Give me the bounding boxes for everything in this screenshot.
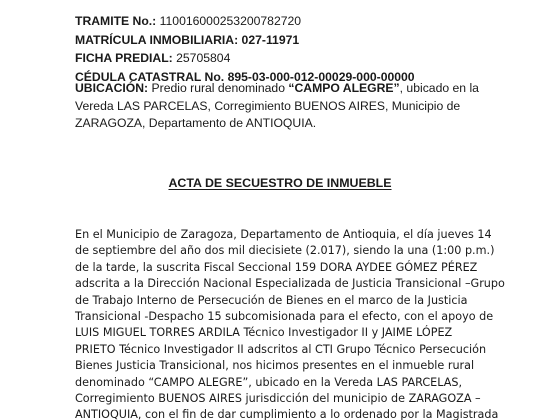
tramite-label: TRAMITE No.: bbox=[75, 14, 157, 28]
ubicacion-text-post: , ubicado en la bbox=[399, 81, 479, 95]
body-line: Bienes Justicia Transicional, nos hicimos presentes en el inmueble rural bbox=[75, 359, 475, 373]
ficha-value: 25705804 bbox=[176, 51, 231, 66]
ubicacion-line-3: ZARAGOZA, Departamento de ANTIOQUIA. bbox=[75, 116, 317, 131]
ubicacion-label: UBICACIÓN: bbox=[75, 81, 149, 95]
acta-title-text: ACTA DE SECUESTRO DE INMUEBLE bbox=[168, 176, 392, 190]
matricula-label: MATRÍCULA INMOBILIARIA: bbox=[75, 32, 239, 47]
cedula-label: CÉDULA CATASTRAL No. bbox=[75, 69, 225, 84]
body-line: de Trabajo Interno de Persecución de Bienes en el marco de la Justicia bbox=[75, 293, 468, 307]
body-line: adscrita a la Dirección Nacional Especializada de Justicia Transicional –Grupo bbox=[75, 277, 505, 291]
body-line: PRIETO Técnico Investigador II adscritos al CTI Grupo Técnico Persecución bbox=[75, 342, 487, 356]
body-line: denominado “CAMPO ALEGRE”, ubicado en la Vereda LAS PARCELAS, bbox=[75, 375, 463, 389]
body-text bbox=[75, 227, 545, 420]
ubicacion-line-1 bbox=[75, 80, 515, 98]
matricula-value: 027-11971 bbox=[241, 32, 300, 47]
cedula-value: 895-03-000-012-00029-000-00000 bbox=[227, 69, 415, 84]
body-line: En el Municipio de Zaragoza, Departamento de Antioquia, el día jueves 14 bbox=[75, 228, 492, 241]
tramite-line bbox=[75, 12, 545, 31]
ubicacion-block bbox=[75, 80, 515, 133]
ubicacion-text-pre: Predio rural denominado bbox=[151, 81, 289, 95]
tramite-value: 11001600025320078272​0 bbox=[159, 14, 302, 28]
body-line: Transicional -Despacho 15 subcomisionada para el efecto, con el apoyo de bbox=[75, 310, 494, 324]
body-line: ANTIOQUIA, con el fin de dar cumplimiento a lo ordenado por la Magistrada bbox=[75, 408, 499, 420]
matricula-line bbox=[75, 31, 545, 50]
body-line: de septiembre del año dos mil diecisiete (2.017), siendo la una (1:00 p.m.) bbox=[75, 244, 495, 258]
ubicacion-line-2: Vereda LAS PARCELAS, Corregimiento BUENOS AIRES, Municipio de bbox=[75, 98, 461, 113]
body-line: de la tarde, la suscrita Fiscal Seccional 159 DORA AYDEE GÓMEZ PÉREZ bbox=[75, 260, 478, 274]
ficha-label: FICHA PREDIAL: bbox=[75, 51, 173, 66]
ficha-line bbox=[75, 49, 545, 68]
body-line: Corregimiento BUENOS AIRES jurisdicción del municipio de ZARAGOZA – bbox=[75, 392, 481, 406]
ubicacion-property-name: “CAMPO ALEGRE” bbox=[288, 81, 400, 95]
body-line: LUIS MIGUEL TORRES ARDILA Técnico Investigador II y JAIME LÓPEZ bbox=[75, 326, 453, 340]
document-header bbox=[75, 12, 545, 86]
acta-title bbox=[0, 176, 560, 190]
